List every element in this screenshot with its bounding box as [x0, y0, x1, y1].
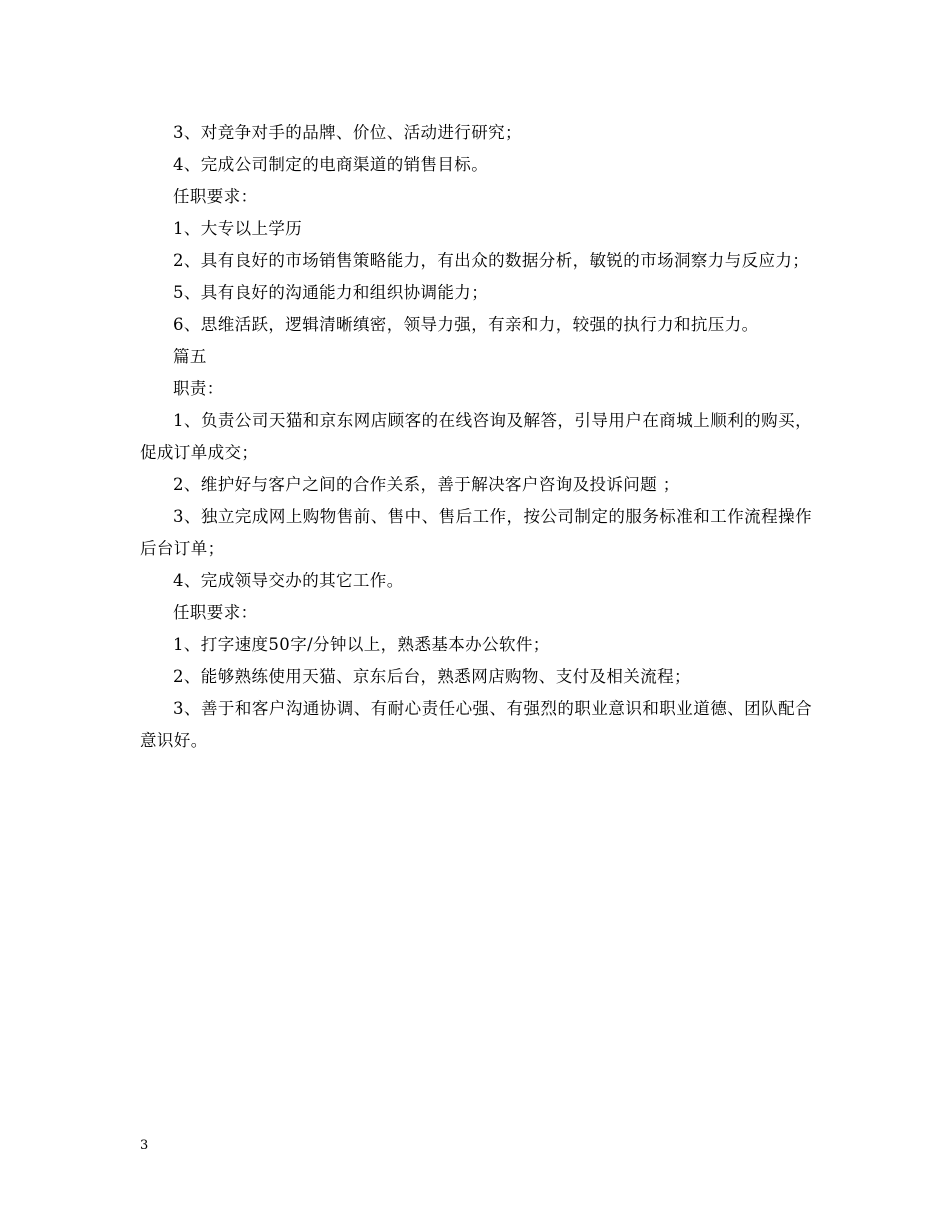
- section-heading-requirements: 任职要求：: [173, 187, 258, 206]
- paragraph-duty-4: 4、完成公司制定的电商渠道的销售目标。: [173, 155, 489, 174]
- paragraph-requirement-2b: 2、能够熟练使用天猫、京东后台，熟悉网店购物、支付及相关流程；: [173, 667, 691, 686]
- document-body: [140, 117, 812, 757]
- paragraph-duty-4b: 4、完成领导交办的其它工作。: [173, 571, 404, 590]
- section-heading-part-five: 篇五: [173, 347, 207, 366]
- page-number: 3: [140, 1138, 149, 1153]
- paragraph-duty-3b: 3、独立完成网上购物售前、售中、售后工作，按公司制定的服务标准和工作流程操作后台订单；: [140, 507, 812, 558]
- paragraph-requirement-6: 6、思维活跃，逻辑清晰缜密，领导力强，有亲和力，较强的执行力和抗压力。: [173, 315, 759, 334]
- paragraph-requirement-1b: 1、打字速度50字/分钟以上，熟悉基本办公软件；: [173, 635, 550, 654]
- section-heading-requirements-2: 任职要求：: [173, 603, 258, 622]
- paragraph-requirement-5: 5、具有良好的沟通能力和组织协调能力；: [173, 283, 489, 302]
- paragraph-duty-2: 2、维护好与客户之间的合作关系，善于解决客户咨询及投诉问题 ；: [173, 475, 680, 494]
- paragraph-requirement-1: 1、大专以上学历: [173, 219, 303, 238]
- paragraph-requirement-2: 2、具有良好的市场销售策略能力，有出众的数据分析，敏锐的市场洞察力与反应力；: [173, 251, 810, 270]
- paragraph-requirement-3b: 3、善于和客户沟通协调、有耐心责任心强、有强烈的职业意识和职业道德、团队配合意识好。: [140, 699, 812, 750]
- section-heading-duties: 职责：: [173, 379, 224, 398]
- paragraph-duty-3: 3、对竞争对手的品牌、价位、活动进行研究；: [173, 123, 522, 142]
- paragraph-duty-1: 1、负责公司天猫和京东网店顾客的在线咨询及解答，引导用户在商城上顺利的购买，促成订单成交；: [140, 411, 812, 462]
